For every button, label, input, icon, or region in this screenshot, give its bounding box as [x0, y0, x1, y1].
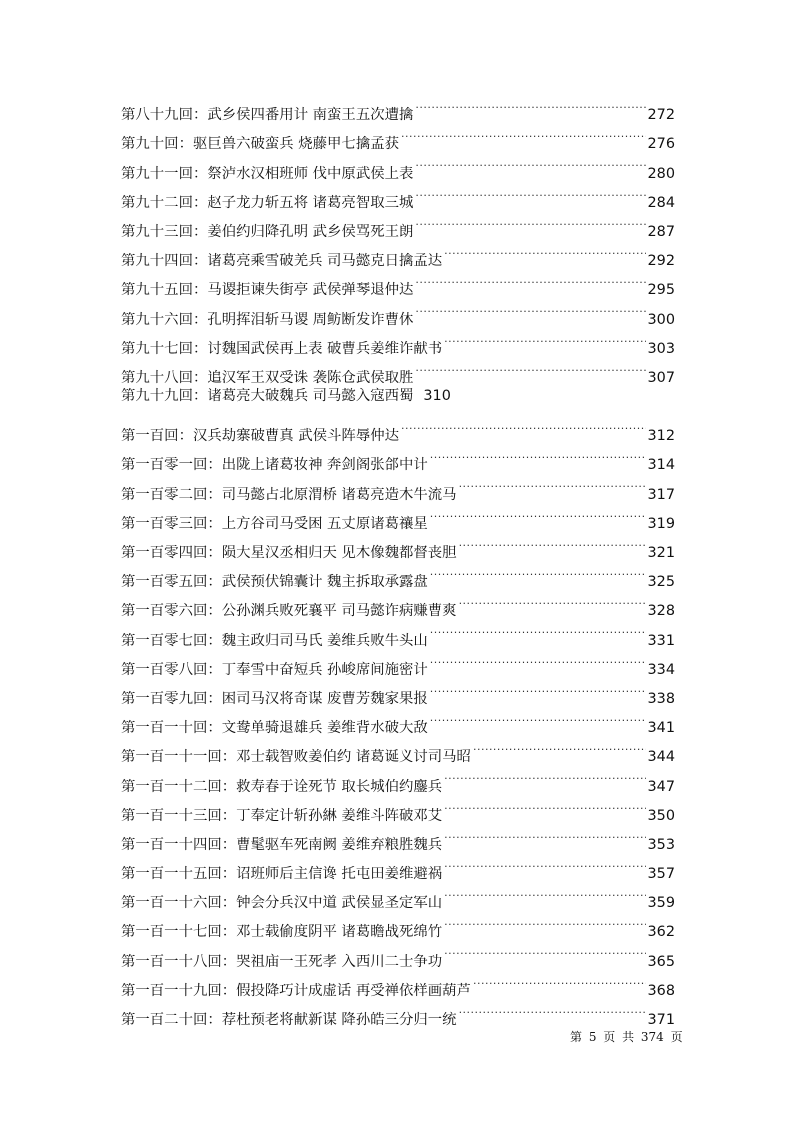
- toc-leader-dots: [473, 966, 646, 995]
- toc-leader-dots: [444, 761, 645, 790]
- toc-entry-page: 362: [647, 924, 675, 941]
- toc-entry-page: 344: [647, 749, 675, 766]
- toc-leader-dots: [415, 148, 645, 177]
- toc-entry-title: 第一百零七回：魏主政归司马氏 姜维兵败牛头山: [121, 632, 428, 649]
- toc-entry-page: 276: [647, 136, 675, 153]
- toc-entry-page: 284: [647, 194, 675, 211]
- toc-entry-page: 353: [647, 836, 675, 853]
- toc-entry-title: 第一百零一回：出陇上诸葛妆神 奔剑阁张郃中计: [121, 457, 428, 474]
- toc-entry[interactable]: [121, 382, 675, 411]
- toc-entry-page: 307: [647, 369, 675, 386]
- toc-entry-page: 331: [647, 632, 675, 649]
- toc-entry-title: 第九十三回：姜伯约归降孔明 武乡侯骂死王朗: [121, 223, 414, 240]
- toc-entry-title: 第一百零四回：陨大星汉丞相归天 见木像魏都督丧胆: [121, 545, 457, 561]
- toc-entry-page: 321: [647, 545, 675, 561]
- toc-leader-dots: [415, 207, 645, 236]
- toc-entry-title: 第八十九回：武乡侯四番用计 南蛮王五次遭擒: [121, 107, 414, 124]
- toc-entry-title: 第一百一十三回：丁奉定计斩孙綝 姜维斗阵破邓艾: [121, 807, 443, 824]
- toc-entry-page: 325: [647, 574, 675, 591]
- toc-entry-title: 第一百零五回：武侯预伏锦囊计 魏主拆取承露盘: [121, 574, 428, 591]
- toc-entry-title: 第一百二十回：荐杜预老将献新谋 降孙皓三分归一统: [121, 1012, 457, 1028]
- toc-entry-title: 第九十七回：讨魏国武侯再上表 破曹兵姜维诈献书: [121, 340, 443, 357]
- toc-leader-dots: [444, 820, 645, 849]
- toc-entry-title: 第一百零六回：公孙渊兵败死襄平 司马懿诈病赚曹爽: [121, 603, 457, 620]
- toc-entry-page: 357: [647, 866, 675, 883]
- toc-entry-page: 341: [647, 720, 675, 737]
- toc-entry-title: 第九十九回：诸葛亮大破魏兵 司马懿入寇西蜀: [121, 387, 414, 404]
- toc-entry-page: 295: [647, 282, 675, 299]
- toc-entry-title: 第一百一十六回：钟会分兵汉中道 武侯显圣定军山: [121, 895, 443, 912]
- toc-entry-page: 303: [647, 340, 675, 357]
- toc-entry-title: 第一百一十四回：曹髦驱车死南阙 姜维弃粮胜魏兵: [121, 836, 443, 853]
- toc-leader-dots: [430, 703, 646, 732]
- toc-entry-page: 371: [647, 1012, 675, 1028]
- toc-entry-title: 第一百一十八回：哭祖庙一王死孝 入西川二士争功: [121, 953, 443, 970]
- toc-leader-dots: [444, 849, 645, 878]
- toc-entry-title: 第一百零九回：困司马汉将奇谋 废曹芳魏家果报: [121, 690, 428, 707]
- toc-entry-page: 280: [647, 165, 675, 182]
- toc-leader-dots: [401, 411, 646, 440]
- toc-entry[interactable]: [121, 411, 675, 445]
- toc-leader-dots: [473, 732, 646, 761]
- toc-leader-dots: [459, 586, 646, 615]
- toc-entry-title: 第一百一十一回：邓士载智败姜伯约 诸葛诞义讨司马昭: [121, 749, 471, 766]
- toc-entry-title: 第九十六回：孔明挥泪斩马谡 周鲂断发诈曹休: [121, 311, 414, 328]
- toc-entry-page: 334: [647, 661, 675, 678]
- toc-leader-dots: [430, 440, 646, 469]
- toc-entry-title: 第一百一十五回：诏班师后主信谗 托屯田姜维避祸: [121, 866, 443, 883]
- toc-entry-title: 第一百零三回：上方谷司马受困 五丈原诸葛禳星: [121, 515, 428, 532]
- toc-entry[interactable]: [121, 90, 675, 124]
- toc-entry-title: 第九十八回：追汉军王双受诛 袭陈仓武侯取胜: [121, 369, 414, 386]
- toc-leader-dots: [459, 528, 646, 557]
- toc-leader-dots: [415, 294, 645, 323]
- toc-leader-dots: [444, 936, 645, 965]
- toc-entry-title: 第一百一十回：文鸯单骑退雄兵 姜维背水破大敌: [121, 720, 428, 737]
- toc-entry-title: 第一百一十二回：救寿春于诠死节 取长城伯约鏖兵: [121, 778, 443, 795]
- toc-entry-page: 287: [647, 223, 675, 240]
- toc-leader-dots: [444, 236, 645, 265]
- toc-entry-page: 365: [647, 953, 675, 970]
- toc-leader-dots: [430, 674, 646, 703]
- toc-entry-title: 第九十五回：马谡拒谏失街亭 武侯弹琴退仲达: [121, 282, 414, 299]
- toc-entry-title: 第九十回：驱巨兽六破蛮兵 烧藤甲七擒孟获: [121, 136, 399, 153]
- table-of-contents: [121, 90, 675, 1028]
- toc-entry-title: 第一百一十九回：假投降巧计成虚话 再受禅依样画葫芦: [121, 982, 471, 999]
- toc-entry-page: 368: [647, 982, 675, 999]
- toc-entry-page: 317: [647, 486, 675, 503]
- toc-entry-page: 292: [647, 253, 675, 270]
- toc-entry-page: 314: [647, 457, 675, 474]
- toc-leader-dots: [430, 615, 646, 644]
- toc-leader-dots: [415, 178, 645, 207]
- toc-leader-dots: [415, 265, 645, 294]
- toc-entry-title: 第一百回：汉兵劫寨破曹真 武侯斗阵辱仲达: [121, 428, 399, 445]
- toc-entry-page: 359: [647, 895, 675, 912]
- toc-leader-dots: [415, 353, 645, 382]
- page-number-footer: 第 5 页 共 374 页: [570, 1030, 683, 1044]
- toc-leader-dots: [430, 499, 646, 528]
- toc-entry-page: 328: [647, 603, 675, 620]
- toc-leader-dots: [430, 645, 646, 674]
- toc-leader-dots: [401, 119, 646, 148]
- toc-leader-dots: [430, 557, 646, 586]
- toc-entry-page: 272: [647, 107, 675, 124]
- toc-leader-dots: [444, 324, 645, 353]
- toc-leader-dots: [444, 878, 645, 907]
- toc-entry-title: 第九十二回：赵子龙力斩五将 诸葛亮智取三城: [121, 194, 414, 211]
- toc-entry-title: 第一百零二回：司马懿占北原渭桥 诸葛亮造木牛流马: [121, 486, 457, 503]
- toc-entry-page: 350: [647, 807, 675, 824]
- toc-entry-page: 300: [647, 311, 675, 328]
- toc-entry-title: 第九十一回：祭泸水汉相班师 伐中原武侯上表: [121, 165, 414, 182]
- toc-entry-page: 310: [423, 387, 451, 404]
- toc-leader-dots: [459, 995, 646, 1024]
- toc-entry-page: 319: [647, 515, 675, 532]
- toc-entry-title: 第九十四回：诸葛亮乘雪破羌兵 司马懿克日擒孟达: [121, 253, 443, 270]
- toc-leader-dots: [459, 469, 646, 498]
- toc-entry-title: 第一百零八回：丁奉雪中奋短兵 孙峻席间施密计: [121, 661, 428, 678]
- toc-leader-dots: [415, 90, 645, 119]
- toc-entry-page: 312: [647, 428, 675, 445]
- toc-entry-title: 第一百一十七回：邓士载偷度阴平 诸葛瞻战死绵竹: [121, 924, 443, 941]
- toc-entry-page: 338: [647, 690, 675, 707]
- toc-leader-dots: [444, 791, 645, 820]
- toc-leader-dots: [444, 907, 645, 936]
- toc-entry-page: 347: [647, 778, 675, 795]
